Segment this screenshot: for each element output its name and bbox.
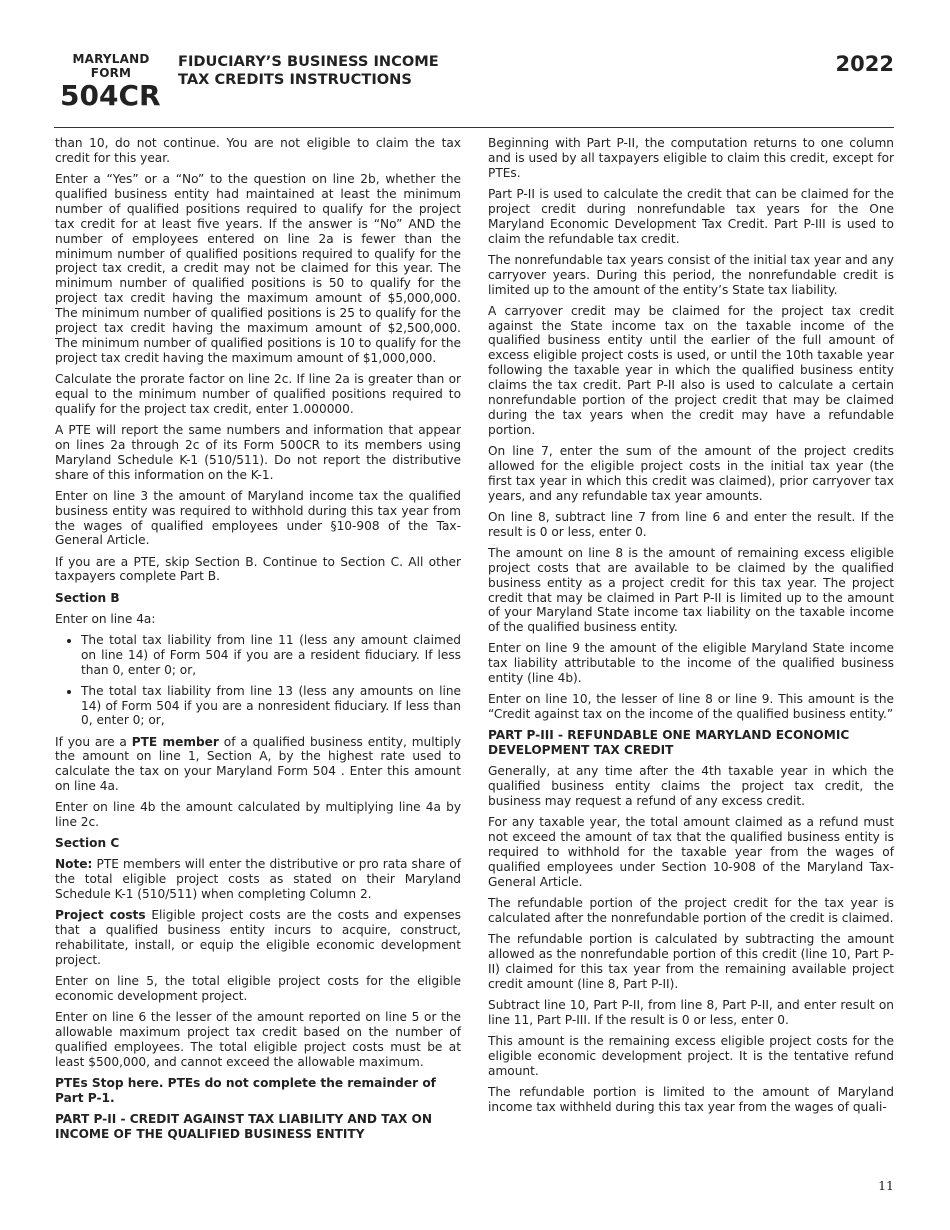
paragraph: Beginning with Part P-II, the computation returns to one column and is used by all taxpayers eligible to claim this credit, except for PTEs. (488, 136, 894, 180)
left-column (55, 136, 461, 1148)
paragraph: Enter a “Yes” or a “No” to the question on line 2b, whether the qualified business entity had maintained at least the minimum number of qualified positions required to qualify for the project tax credit for at least five years. If the answer is “No” AND the number of employees entered on line 2a is fewer than the minimum number of qualified positions required to qualify for the project tax credit, a credit may not be claimed for this year. The minimum number of qualified positions is 50 to qualify for the project tax credit having the maximum amount of $5,000,000. The minimum number of qualified positions is 25 to qualify for the project tax credit having the maximum amount of $2,500,000. The minimum number of qualified positions is 10 to qualify for the project tax credit having the maximum amount of $1,000,000. (55, 172, 461, 365)
list-item: • The total tax liability from line 13 (less any amounts on line 14) of Form 504 if you are a nonresident fiduciary. If less than 0, enter 0; or, (81, 684, 461, 729)
paragraph: Enter on line 4b the amount calculated by multiplying line 4a by line 2c. (55, 800, 461, 830)
paragraph: Enter on line 10, the lesser of line 8 or line 9. This amount is the “Credit against tax on the income of the qualified business entity.” (488, 692, 894, 722)
paragraph: Enter on line 3 the amount of Maryland income tax the qualified business entity was required to withhold during this tax year from the wages of qualified employees under §10-908 of the Tax-General Article. (55, 488, 461, 548)
bullet-list (55, 633, 461, 729)
paragraph: A PTE will report the same numbers and information that appear on lines 2a through 2c of its Form 500CR to its members using Maryland Schedule K-1 (510/511). Do not report the distributive share of this information on the K-1. (55, 422, 461, 482)
header-divider (54, 127, 894, 128)
pte-stop-notice: PTEs Stop here. PTEs do not complete the remainder of Part P-1. (55, 1075, 436, 1105)
paragraph (55, 735, 461, 795)
paragraph: Enter on line 6 the lesser of the amount reported on line 5 or the allowable maximum project tax credit based on the number of qualified employees. The total eligible project costs must be at least $500,000, and cannot exceed the allowable maximum. (55, 1010, 461, 1069)
paragraph (55, 857, 461, 902)
form-label: FORM (90, 66, 132, 80)
paragraph (55, 908, 461, 968)
part-p3-heading: PART P-III - REFUNDABLE ONE MARYLAND ECONOMIC DEVELOPMENT TAX CREDIT (488, 728, 850, 758)
paragraph: The amount on line 8 is the amount of remaining excess eligible project costs that are available to be claimed by the qualified business entity as a project credit for this tax year. The project credit that may be claimed in Part P-II is limited up to the amount of your Maryland State income tax liability on the taxable income of the qualified business entity. (488, 545, 894, 635)
paragraph: Enter on line 4a: (55, 611, 156, 626)
paragraph: On line 8, subtract line 7 from line 6 and enter the result. If the result is 0 or less, enter 0. (488, 509, 894, 539)
page-number: 11 (878, 1178, 894, 1193)
paragraph: Subtract line 10, Part P-II, from line 8, Part P-II, and enter result on line 11, Part P-III. If the result is 0 or less, enter 0. (488, 997, 894, 1027)
paragraph: Part P-II is used to calculate the credit that can be claimed for the project credit during nonrefundable tax years for the One Maryland Economic Development Tax Credit. Part P-III is used to claim the refundable tax credit. (488, 186, 894, 246)
page-title (178, 53, 439, 89)
text: Eligible project costs are the costs and expenses that a qualified business entity incurs to acquire, construct, rehabilitate, install, or equip the eligible economic development project. (55, 908, 461, 968)
paragraph: For any taxable year, the total amount claimed as a refund must not exceed the amount of tax that the qualified business entity is required to withhold for the taxable year from the wages of qualified employees under Section 10-908 of the Maryland Tax-General Article. (488, 815, 894, 889)
paragraph: Generally, at any time after the 4th taxable year in which the qualified business entity claims the project tax credit, the business may request a refund of any excess credit. (488, 764, 894, 809)
bold-term: Project costs (55, 908, 146, 923)
text: of a qualified business entity, multiply the amount on line 1, Section A, by the highest rate used to calculate the tax on your Maryland Form 504 . Enter this amount on line 4a. (55, 734, 462, 794)
paragraph: Calculate the prorate factor on line 2c. If line 2a is greater than or equal to the minimum number of qualified positions required to qualify for the project tax credit, enter 1.000000. (55, 371, 461, 416)
text: PTE members will enter the distributive or pro rata share of the total eligible project costs as stated on their Maryland Schedule K-1 (510/511) when completing Column 2. (55, 857, 461, 902)
paragraph: The refundable portion is calculated by subtracting the amount allowed as the nonrefundable portion of this credit (line 10, Part P-II) claimed for this tax year from the remaining available project credit amount (line 8, Part P-II). (488, 931, 894, 991)
paragraph: A carryover credit may be claimed for the project tax credit against the State income tax on the taxable income of the qualified business entity until the earlier of the full amount of excess eligible project costs is used, or until the 10th taxable year following the taxable year in which the qualified business entity claims the tax credit. Part P-II also is used to calculate a certain nonrefundable portion of the project credit that may be claimed during the tax years when the credit may have a refundable portion. (488, 303, 894, 437)
form-state: MARYLAND (72, 52, 150, 66)
paragraph: The refundable portion is limited to the amount of Maryland income tax withheld during this tax year from the wages of quali- (488, 1084, 894, 1114)
title-line-2: TAX CREDITS INSTRUCTIONS (178, 71, 412, 88)
list-item: • The total tax liability from line 11 (less any amount claimed on line 14) of Form 504 if you are a resident fiduciary. If less than 0, enter 0; or, (81, 633, 461, 678)
paragraph: Enter on line 9 the amount of the eligible Maryland State income tax liability attributable to the income of the qualified business entity (line 4b). (488, 641, 894, 686)
right-column (488, 136, 894, 1121)
title-line-1: FIDUCIARY’S BUSINESS INCOME (178, 53, 439, 70)
bold-term: Note: (55, 857, 93, 872)
form-identifier (60, 52, 162, 112)
bold-term: PTE member (131, 734, 219, 749)
tax-year: 2022 (835, 52, 894, 76)
paragraph: If you are a PTE, skip Section B. Continue to Section C. All other taxpayers complete Part B. (55, 554, 461, 584)
paragraph: The nonrefundable tax years consist of the initial tax year and any carryover years. During this period, the nonrefundable credit is limited up to the amount of the entity’s State tax liability. (488, 252, 894, 297)
form-number: 504CR (60, 79, 161, 112)
paragraph: The refundable portion of the project credit for the tax year is calculated after the nonrefundable portion of the credit is claimed. (488, 895, 894, 925)
paragraph: Enter on line 5, the total eligible project costs for the eligible economic development project. (55, 974, 461, 1004)
section-c-heading: Section C (55, 836, 120, 851)
text: If you are a (55, 734, 132, 749)
paragraph: On line 7, enter the sum of the amount of the project credits allowed for the eligible project costs in the initial tax year (the first tax year in which this credit was claimed), prior carryover tax years, and any refundable tax year amounts. (488, 443, 894, 503)
part-p2-heading: PART P-II - CREDIT AGAINST TAX LIABILITY AND TAX ON INCOME OF THE QUALIFIED BUSINESS ENTITY (55, 1111, 433, 1141)
section-b-heading: Section B (55, 590, 120, 605)
paragraph: This amount is the remaining excess eligible project costs for the eligible economic development project. It is the tentative refund amount. (488, 1033, 894, 1078)
paragraph: than 10, do not continue. You are not eligible to claim the tax credit for this year. (55, 136, 461, 165)
